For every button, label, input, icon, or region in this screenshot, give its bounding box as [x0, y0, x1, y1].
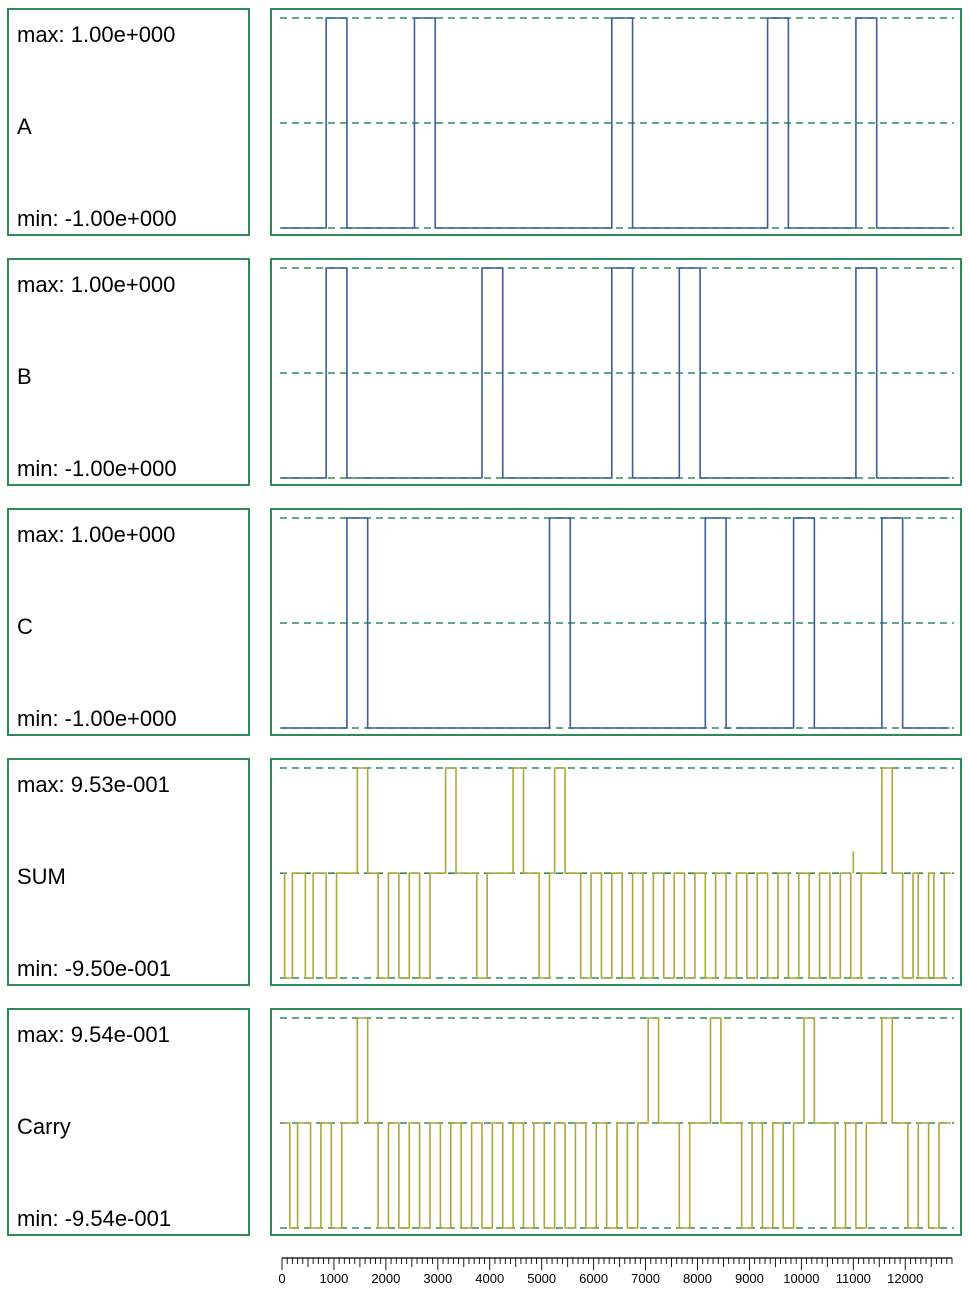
- waveform-trace: [283, 768, 951, 978]
- axis-tick-label: 8000: [683, 1271, 712, 1286]
- min-label-a: min: -1.00e+000: [17, 206, 177, 231]
- waveform-segment: [638, 268, 706, 478]
- waveform-c-svg: [272, 510, 960, 734]
- signal-name-carry: Carry: [17, 1114, 71, 1139]
- signal-name-sum: SUM: [17, 864, 66, 889]
- min-label-carry: min: -9.54e-001: [17, 1206, 172, 1231]
- axis-tick-label: 9000: [734, 1271, 764, 1286]
- axis-tick-label: 12000: [887, 1271, 924, 1286]
- max-label-c: max: 1.00e+000: [17, 522, 176, 547]
- axis-tick-label: 3000: [423, 1271, 453, 1286]
- label-panel-sum: [7, 758, 250, 986]
- waveform-sum-svg: [272, 760, 960, 984]
- waveform-carry-svg: [272, 1010, 960, 1234]
- waveform-trace: [283, 1018, 951, 1228]
- axis-tick-label: 11000: [835, 1271, 871, 1286]
- max-label-a: max: 1.00e+000: [17, 22, 176, 47]
- signal-name-c: C: [17, 614, 33, 639]
- plot-panel-a: [270, 8, 962, 236]
- signal-name-a: A: [17, 114, 32, 139]
- axis-tick-label: 5000: [527, 1271, 557, 1286]
- label-panel-carry: [7, 1008, 250, 1236]
- max-label-carry: max: 9.54e-001: [17, 1022, 170, 1047]
- axis-tick-label: 0: [278, 1271, 286, 1286]
- plot-panel-carry: [270, 1008, 962, 1236]
- max-label-sum: max: 9.53e-001: [17, 772, 170, 797]
- label-panel-a: [7, 8, 250, 236]
- label-panel-b: [7, 258, 250, 486]
- axis-tick-label: 10000: [783, 1271, 820, 1286]
- min-label-b: min: -1.00e+000: [17, 456, 177, 481]
- axis-tick-label: 7000: [631, 1271, 661, 1286]
- signal-name-b: B: [17, 364, 32, 389]
- axis-tick-label: 2000: [371, 1271, 401, 1286]
- time-axis: [270, 1248, 962, 1286]
- axis-tick-label: 4000: [475, 1271, 505, 1286]
- min-label-c: min: -1.00e+000: [17, 706, 177, 731]
- waveform-segment: [705, 268, 882, 478]
- plot-panel-c: [270, 508, 962, 736]
- axis-tick-label: 1000: [319, 1271, 349, 1286]
- plot-panel-sum: [270, 758, 962, 986]
- axis-tick-label: 6000: [579, 1271, 609, 1286]
- plot-panel-b: [270, 258, 962, 486]
- waveform-b-svg: [272, 260, 960, 484]
- label-panel-c: [7, 508, 250, 736]
- waveform-a-svg: [272, 10, 960, 234]
- max-label-b: max: 1.00e+000: [17, 272, 176, 297]
- min-label-sum: min: -9.50e-001: [17, 956, 172, 981]
